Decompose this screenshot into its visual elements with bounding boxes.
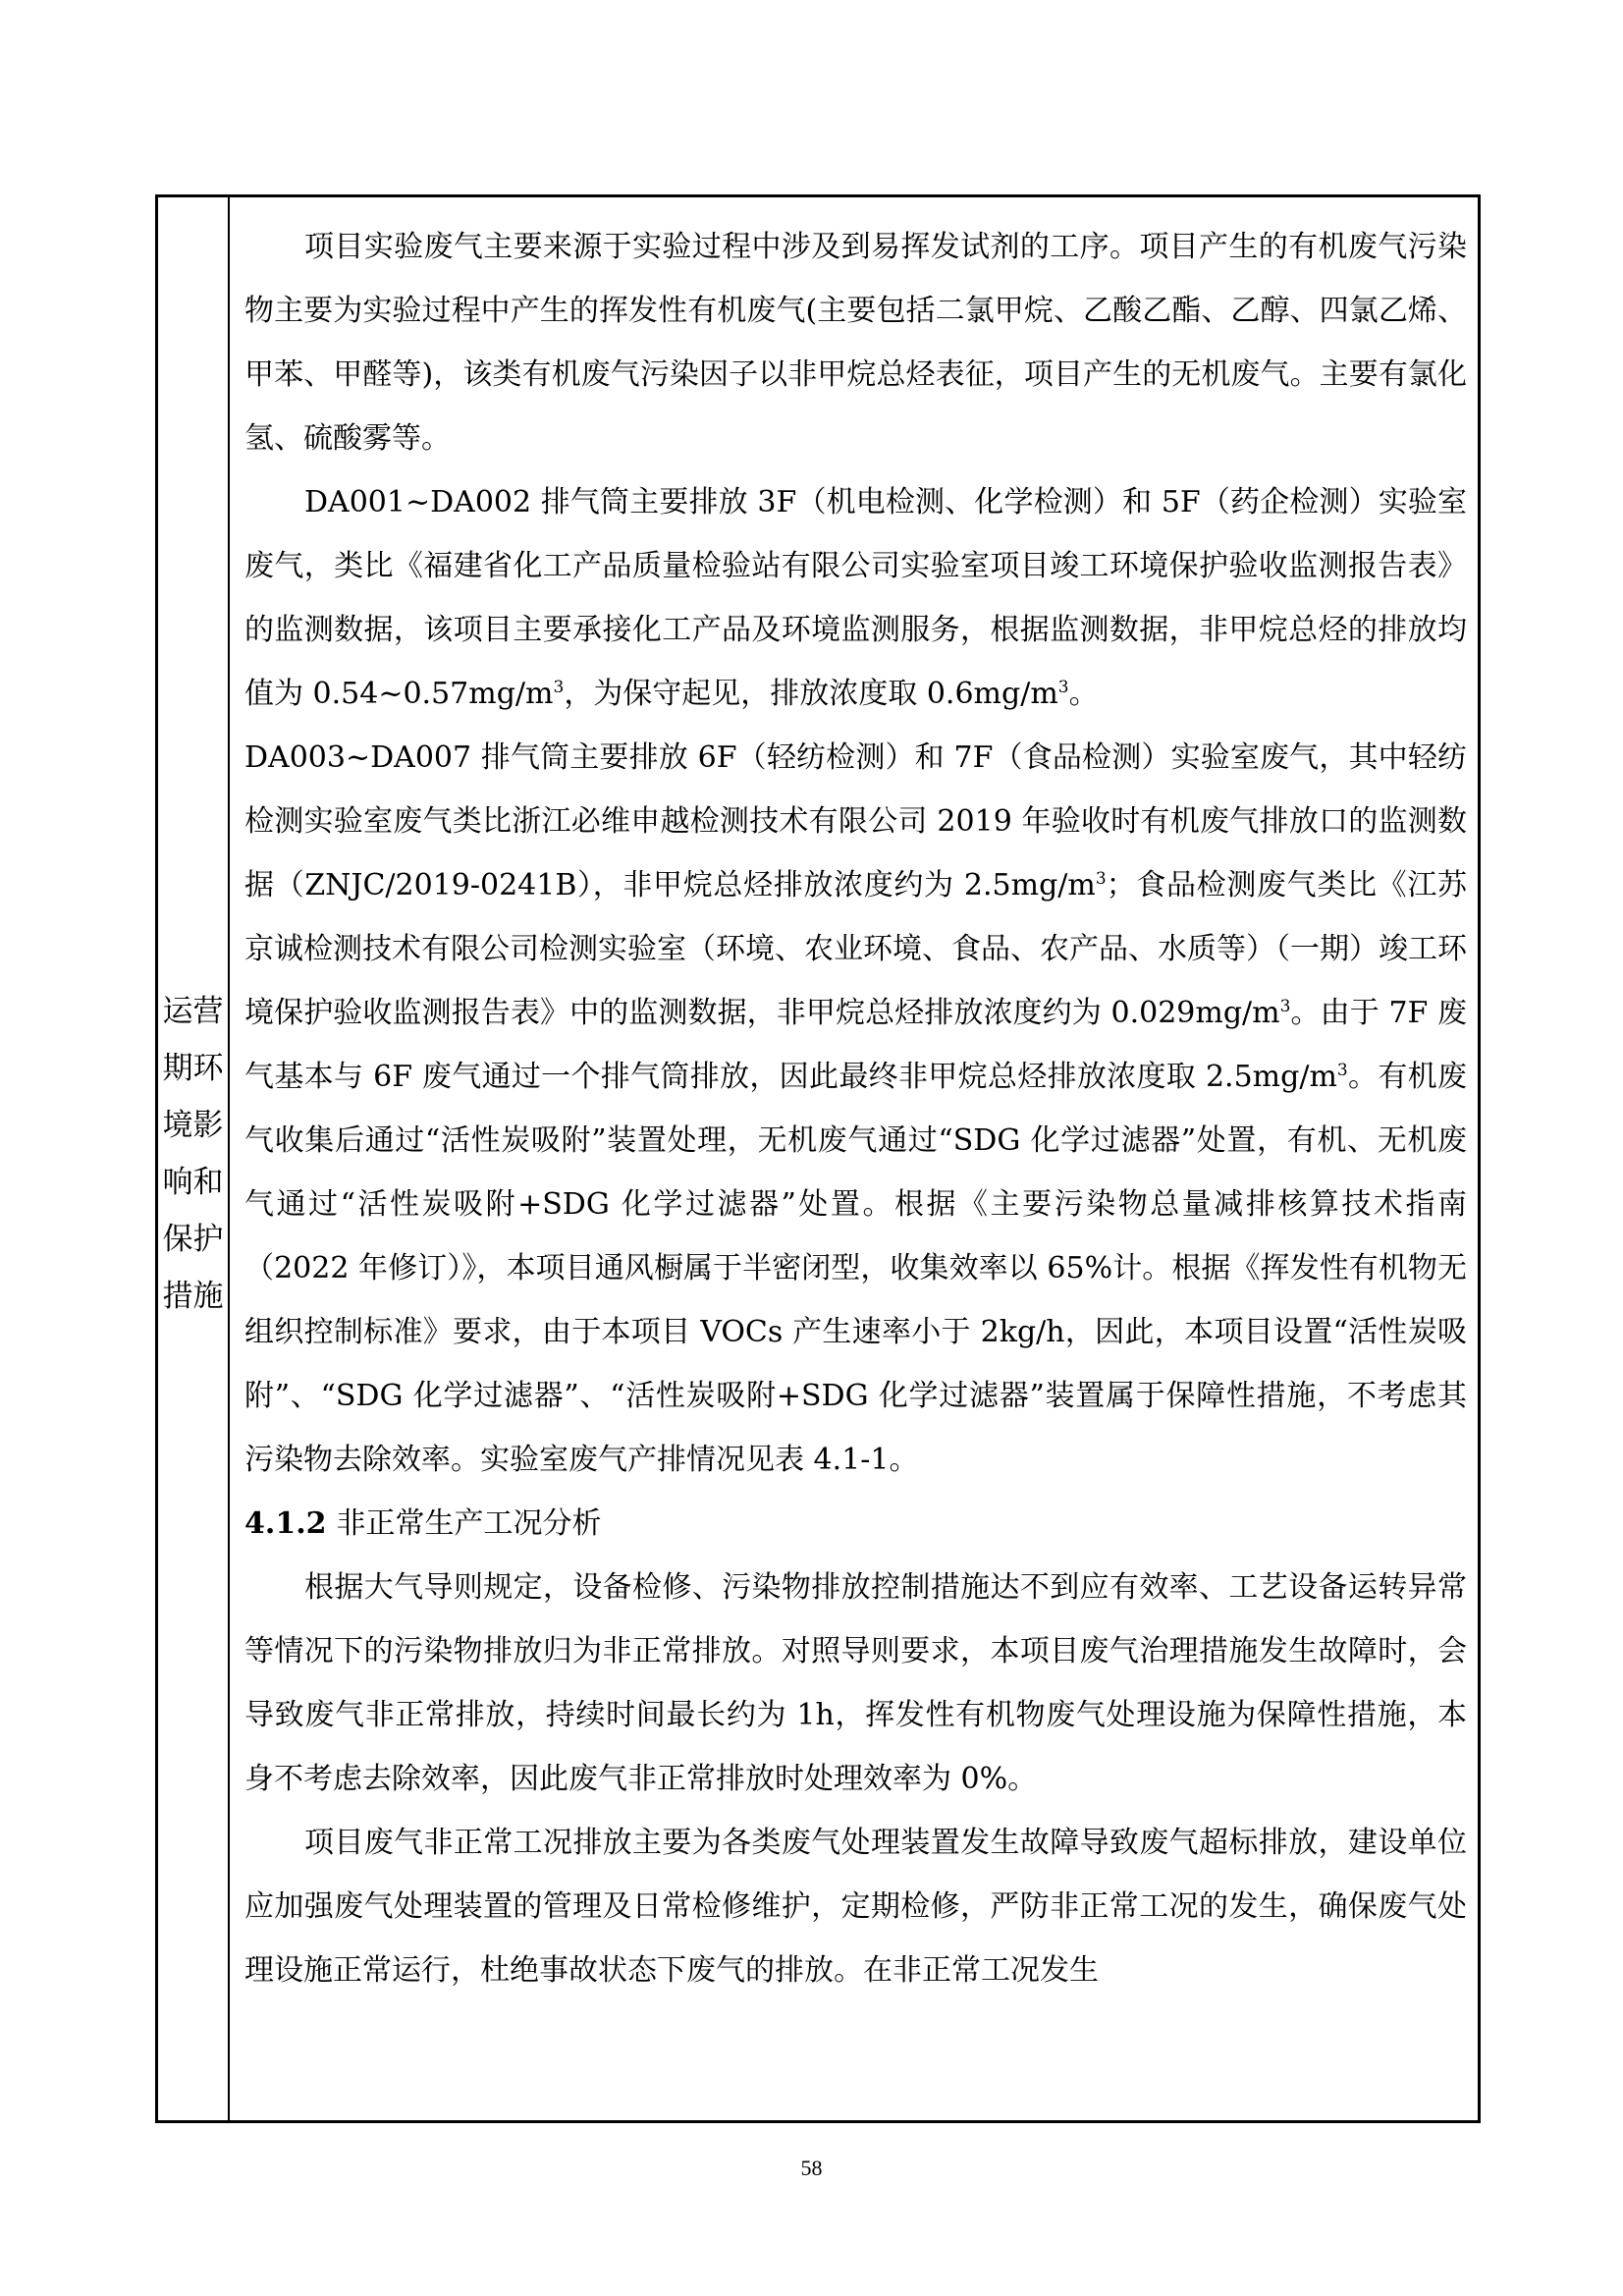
page-number: 58 <box>800 2156 823 2180</box>
paragraph-waste-gas-source: 项目实验废气主要来源于实验过程中涉及到易挥发试剂的工序。项目产生的有机废气污染物主要为实验过程中产生的挥发性有机废气(主要包括二氯甲烷、乙酸乙酯、乙醇、四氯乙烯、甲苯、甲醛等)，该类有机废气污染因子以非甲烷总烃表征，项目产生的无机废气。主要有氯化氢、硫酸雾等。 <box>244 230 1467 456</box>
section-title: 非正常生产工况分析 <box>336 1506 602 1541</box>
section-heading <box>244 1492 1467 1556</box>
paragraph-abnormal-emission: 根据大气导则规定，设备检修、污染物排放控制措施达不到应有效率、工艺设备运转异常等情况下的污染物排放归为非正常排放。对照导则要求，本项目废气治理措施发生故障时，会导致废气非正常排放，持续时间最长约为 1h，挥发性有机物废气处理设施为保障性措施，本身不考虑去除效率，因此废气非正常排放时处理效率为 0%。 <box>244 1570 1467 1796</box>
row-label-cell <box>158 197 230 2120</box>
paragraph-abnormal-measures: 项目废气非正常工况排放主要为各类废气处理装置发生故障导致废气超标排放，建设单位应加强废气处理装置的管理及日常检修维护，定期检修，严防非正常工况的发生，确保废气处理设施正常运行，杜绝事故状态下废气的排放。在非正常工况发生 <box>244 1826 1467 1988</box>
row-label: 运营 期环 境影 响和 保护 措施 <box>162 994 224 1314</box>
section-number: 4.1.2 <box>244 1506 327 1541</box>
content-table <box>155 194 1481 2123</box>
content-cell <box>244 215 1467 2002</box>
paragraph-da003-da007: DA003~DA007 排气筒主要排放 6F（轻纺检测）和 7F（食品检测）实验室废气，其中轻纺检测实验室废气类比浙江必维申越检测技术有限公司 2019 年验收时有机废气排放口的监测数据（ZNJC/2019-0241B），非甲烷总烃排放浓度约为 $2.5mg/m^3$；食品检测废气类比《江苏京诚检测技术有限公司检测实验室（环境、农业环境、食品、农产品、水质等）（一期）竣工环境保护验收监测报告表》中的监测数据，非甲烷总烃排放浓度约为 $0.029mg/m^3$。由于 7F 废气基本与 6F 废气通过一个排气筒排放，因此最终非甲烷总烃排放浓度取 $2.5mg/m^3$。有机废气收集后通过“活性炭吸附”装置处理，无机废气通过“SDG 化学过滤器”处置，有机、无机废气通过“活性炭吸附+SDG 化学过滤器”处置。根据《主要污染物总量减排核算技术指南（2022 年修订）》，本项目通风橱属于半密闭型，收集效率以 65%计。根据《挥发性有机物无组织控制标准》要求，由于本项目 VOCs 产生速率小于 2kg/h，因此，本项目设置“活性炭吸附”、“SDG 化学过滤器”、“活性炭吸附+SDG 化学过滤器”装置属于保障性措施，不考虑其污染物去除效率。实验室废气产排情况见表 4.1-1。 <box>244 740 1467 1477</box>
paragraph-da001-da002: DA001~DA002 排气筒主要排放 3F（机电检测、化学检测）和 5F（药企检测）实验室废气，类比《福建省化工产品质量检验站有限公司实验室项目竣工环境保护验收监测报告表》的监测数据，该项目主要承接化工产品及环境监测服务，根据监测数据，非甲烷总烃的排放均值为 $0.54\sim 0.57mg/m^3$，为保守起见，排放浓度取 $0.6mg/m^3$。 <box>244 485 1467 711</box>
